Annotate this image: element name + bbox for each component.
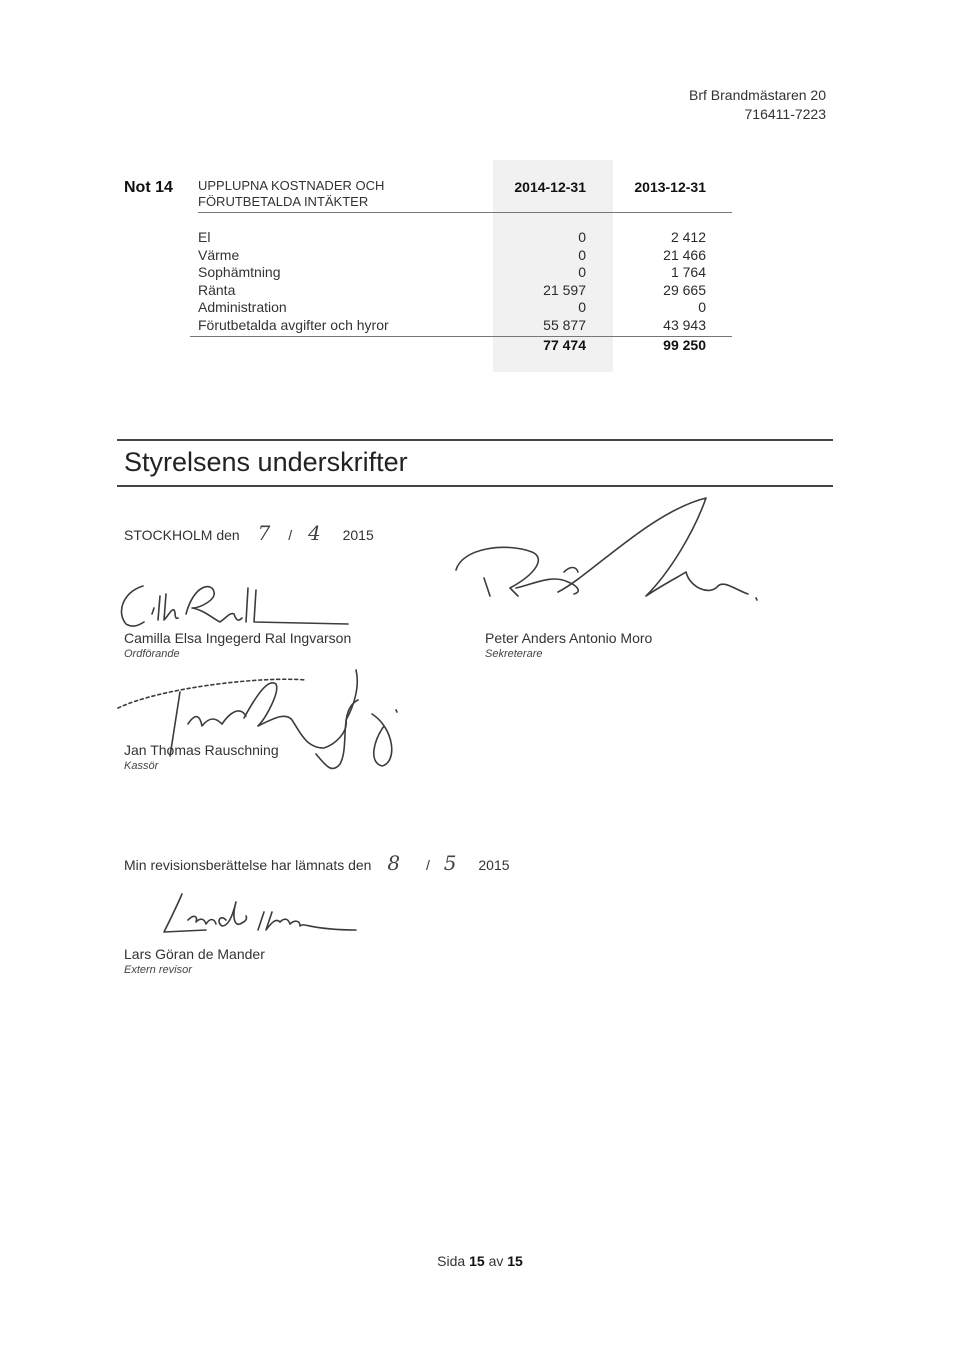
audit-year: 2015 [478, 857, 510, 873]
row-value-2013: 43 943 [663, 317, 706, 333]
table-row [198, 247, 708, 265]
row-value-2013: 1 764 [670, 264, 706, 281]
note-title [198, 178, 384, 210]
total-2014: 77 474 [543, 336, 586, 353]
handwritten-audit-month: 5 [443, 851, 457, 875]
table-row [198, 317, 708, 335]
date-separator: / [288, 527, 293, 543]
signature-chairperson [108, 578, 358, 630]
row-value-2013: 29 665 [663, 281, 706, 298]
signer-block-secretary [485, 630, 652, 661]
auditor-role: Extern revisor [124, 964, 192, 976]
signer-block-auditor [124, 946, 265, 977]
row-label: Ränta [198, 281, 236, 298]
row-value-2014: 55 877 [543, 317, 586, 333]
row-label: Sophämtning [198, 264, 281, 281]
signer-name: Peter Anders Antonio Moro [485, 630, 653, 646]
row-value-2014: 0 [578, 246, 586, 263]
signer-name: Jan Thomas Rauschning [124, 742, 279, 758]
footer-page-total: 15 [507, 1253, 523, 1269]
table-row [198, 299, 708, 317]
note-title-line2: FÖRUTBETALDA INTÄKTER [198, 194, 369, 209]
row-label: Värme [198, 246, 240, 263]
signer-role: Kassör [124, 760, 159, 772]
handwritten-month: 4 [307, 521, 321, 545]
row-value-2014: 0 [578, 299, 586, 316]
note-title-line1: UPPLUPNA KOSTNADER OCH [198, 178, 385, 193]
note-number: Not 14 [124, 179, 173, 196]
audit-date-separator: / [425, 857, 430, 873]
org-number: 716411-7223 [744, 106, 826, 122]
table-row [198, 264, 708, 282]
row-label: Förutbetalda avgifter och hyror [198, 317, 389, 333]
signatures-title: Styrelsens underskrifter [124, 447, 408, 477]
footer-page-number: 15 [469, 1253, 485, 1269]
footer-prefix: Sida [437, 1253, 466, 1269]
column-header-2013: 2013-12-31 [634, 179, 706, 195]
year: 2015 [342, 527, 374, 543]
signer-role: Sekreterare [485, 648, 543, 660]
row-value-2014: 0 [578, 229, 586, 245]
row-value-2014: 0 [578, 264, 586, 281]
signer-role: Ordförande [124, 648, 180, 660]
signature-secretary [450, 492, 770, 610]
footer-middle: av [488, 1253, 504, 1269]
place-prefix: STOCKHOLM den [124, 527, 240, 543]
section-top-rule [117, 439, 833, 441]
section-bottom-rule [117, 485, 833, 487]
row-value-2013: 0 [698, 299, 706, 316]
signer-name: Camilla Elsa Ingegerd Ral Ingvarson [124, 630, 352, 646]
row-value-2014: 21 597 [543, 281, 586, 298]
row-label: El [198, 229, 211, 245]
audit-date-line [124, 851, 510, 875]
org-info [689, 86, 826, 124]
audit-text: Min revisionsberättelse har lämnats den [124, 857, 372, 873]
org-name: Brf Brandmästaren 20 [689, 87, 826, 103]
signer-block-treasurer [124, 742, 279, 773]
auditor-name: Lars Göran de Mander [124, 946, 265, 962]
signer-block-chairperson [124, 630, 351, 661]
table-total-row [198, 337, 708, 355]
row-label: Administration [198, 299, 287, 316]
total-2013: 99 250 [663, 336, 706, 353]
table-row [198, 229, 708, 247]
signing-place-date [124, 521, 374, 545]
column-header-2014: 2014-12-31 [514, 179, 586, 195]
page-footer [0, 1253, 960, 1269]
row-value-2013: 21 466 [663, 246, 706, 263]
handwritten-day: 7 [257, 521, 271, 545]
row-value-2013: 2 412 [670, 229, 706, 245]
table-header-rule [198, 212, 732, 213]
handwritten-audit-day: 8 [387, 851, 401, 875]
table-row [198, 282, 708, 300]
signature-auditor [160, 890, 370, 938]
